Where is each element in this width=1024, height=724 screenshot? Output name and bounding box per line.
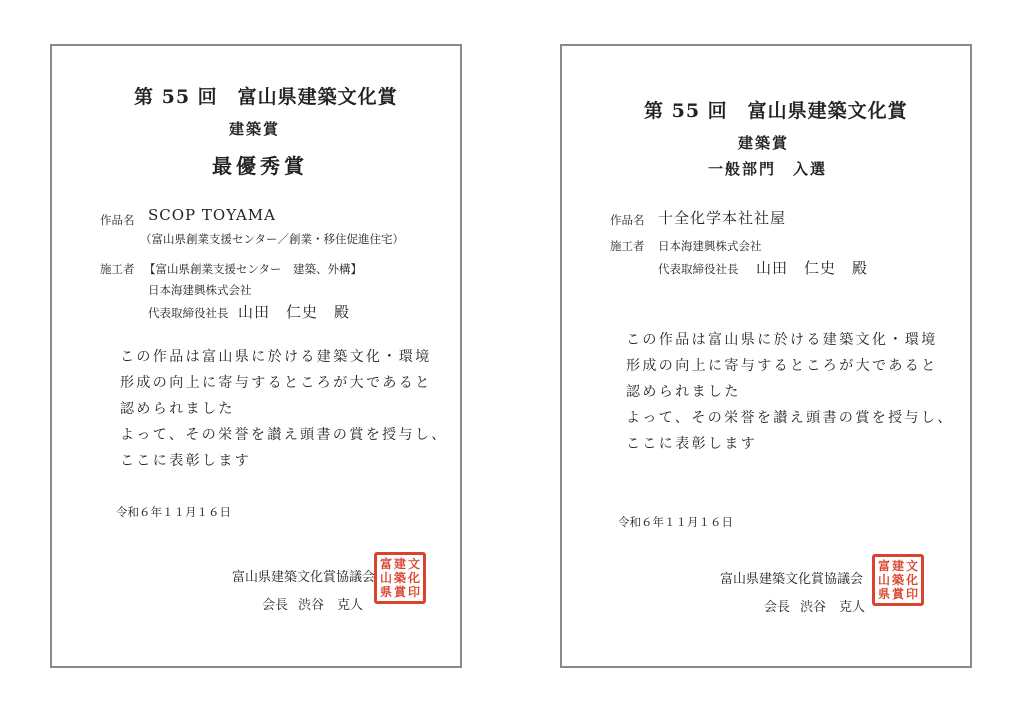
- certificate-right: [560, 44, 972, 668]
- builder-label: 施工者: [610, 239, 645, 253]
- representative-name: 山田 仁史 殿: [756, 259, 869, 277]
- chair-name: 渋谷 克人: [800, 600, 866, 615]
- work-label: 作品名: [100, 213, 135, 227]
- chair-label: 会長: [262, 598, 289, 613]
- builder-note: 【富山県創業支援センター 建築、外構】: [144, 262, 363, 276]
- representative-title: 代表取締役社長: [148, 306, 229, 320]
- award-division: 一般部門 入選: [708, 160, 828, 178]
- body-line-4: よって、その栄誉を讃え頭書の賞を授与し、: [626, 410, 954, 426]
- work-name: SCOP TOYAMA: [148, 206, 276, 224]
- representative-name: 山田 仁史 殿: [238, 303, 351, 321]
- body-line-1: この作品は富山県に於ける建築文化・環境: [626, 332, 938, 348]
- chair-name: 渋谷 克人: [298, 598, 364, 613]
- certificate-title: 第 55 回 富山県建築文化賞: [644, 100, 908, 122]
- award-name: 最優秀賞: [212, 154, 308, 178]
- body-line-3: 認められました: [626, 384, 741, 400]
- official-seal: 富 建 文 山 築 化 県 賞 印: [374, 552, 426, 604]
- award-date: 令和６年１１月１６日: [116, 505, 231, 519]
- award-category: 建築賞: [738, 134, 790, 152]
- body-line-5: ここに表彰します: [120, 453, 252, 469]
- certificate-left: [50, 44, 462, 668]
- award-category: 建築賞: [229, 120, 281, 138]
- company-name: 日本海建興株式会社: [658, 239, 762, 253]
- builder-label: 施工者: [100, 262, 135, 276]
- certificate-title: 第 55 回 富山県建築文化賞: [134, 86, 398, 108]
- work-label: 作品名: [610, 213, 645, 227]
- body-line-2: 形成の向上に寄与するところが大であると: [120, 375, 432, 391]
- body-line-5: ここに表彰します: [626, 436, 758, 452]
- company-name: 日本海建興株式会社: [148, 283, 252, 297]
- body-line-2: 形成の向上に寄与するところが大であると: [626, 358, 938, 374]
- organization-name: 富山県建築文化賞協議会: [232, 570, 376, 585]
- body-line-3: 認められました: [120, 401, 235, 417]
- body-line-4: よって、その栄誉を讃え頭書の賞を授与し、: [120, 427, 448, 443]
- work-name: 十全化学本社社屋: [658, 209, 787, 227]
- organization-name: 富山県建築文化賞協議会: [720, 572, 864, 587]
- award-date: 令和６年１１月１６日: [618, 515, 733, 529]
- representative-title: 代表取締役社長: [658, 262, 739, 276]
- chair-label: 会長: [764, 600, 791, 615]
- body-line-1: この作品は富山県に於ける建築文化・環境: [120, 349, 432, 365]
- official-seal: 富 建 文 山 築 化 県 賞 印: [872, 554, 924, 606]
- work-note: （富山県創業支援センター／創業・移住促進住宅）: [140, 232, 405, 246]
